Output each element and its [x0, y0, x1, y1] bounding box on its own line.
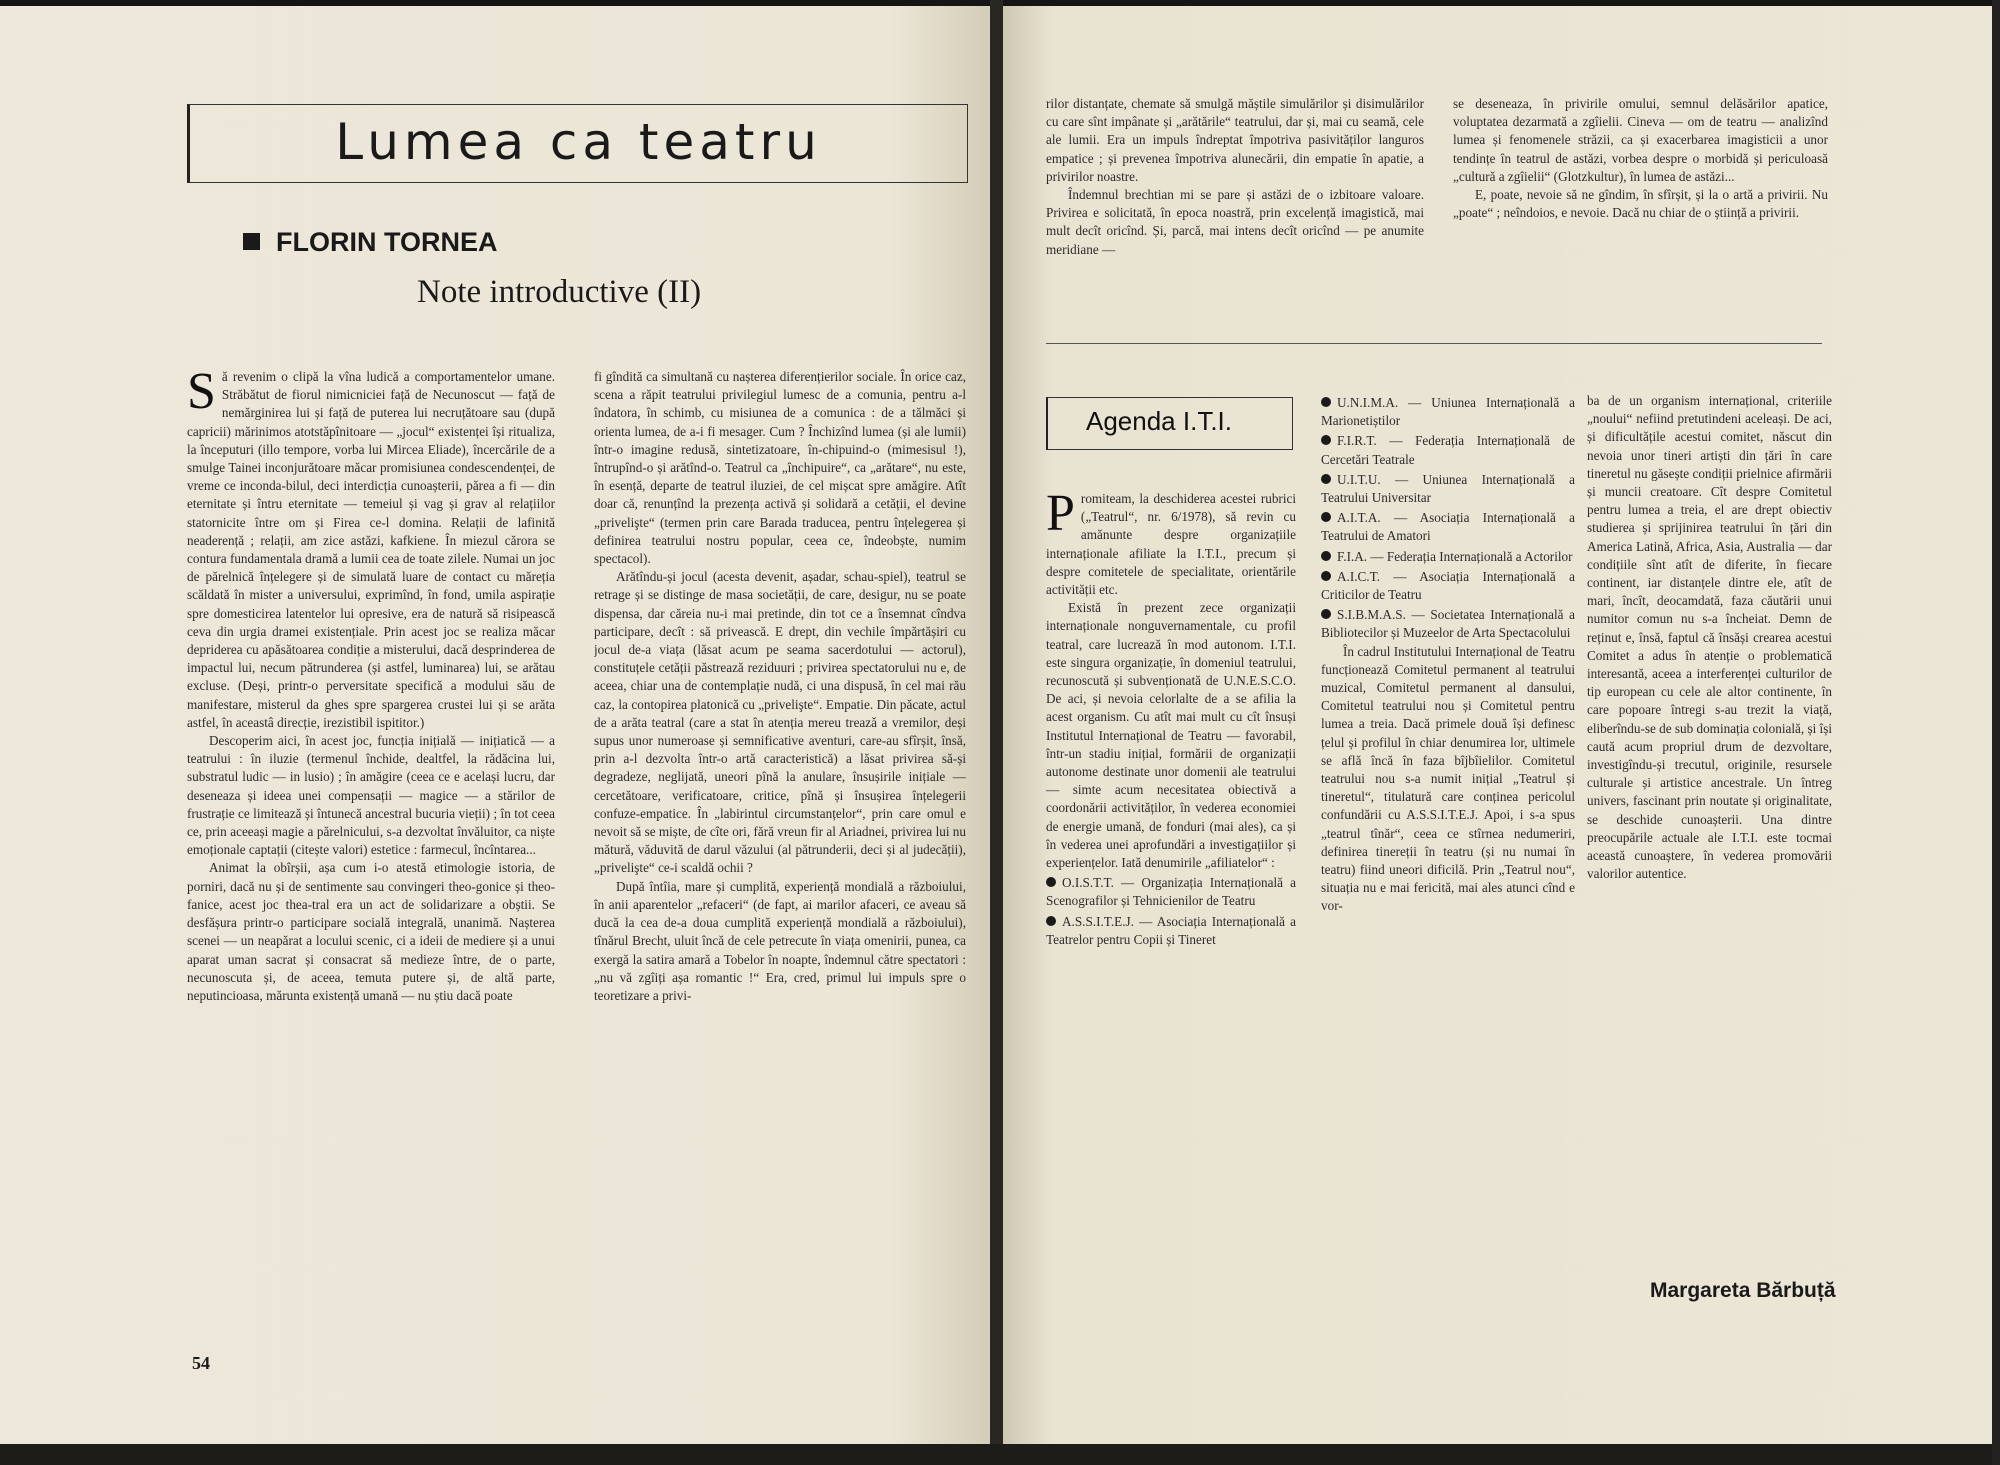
list-item: F.I.A. — Federația Internațională a Actorilor: [1321, 548, 1575, 566]
bullet-icon: [1321, 609, 1331, 619]
paragraph: După întîia, mare și cumplită, experiență mondială a războiului, în anii aparentelor „refaceri“ (de fapt, ai marilor afaceri, ce aveau să ducă la cea de-a doua cumplită experiență mondială a războiului), tînărul Brecht, uluit încă de cele petrecute în viața omenirii, punea, ca exergă la satira amară a Tobelor în noapte, îndemnul către spectatori : „nu vă zgîiți așa romantic !“ Era, cred, primul lui impuls spre o teoretizare a privi-: [594, 878, 966, 1003]
list-item: F.I.R.T. — Federația Internațională de Cercetări Teatrale: [1321, 433, 1575, 467]
bullet-icon: [1321, 397, 1331, 407]
paragraph: Animat la obîrșii, așa cum i-o atestă etimologie istoria, de porniri, dacă nu și de sentimente sau convingeri theo-gonice și theo-fanice, acest joc thea-tral era un act de solidarizare a obștii. Se desfășura printr-o participare socială integrală, unanimă. Nașterea scenei — un neapărat a locului scenic, ci a ideii de mediere și a unui aparat uman sacrat și consacrat să medieze între, de o parte, necunoscuta și, de aceea, temuta putere și, de altă parte, neputincioasa, mărunta existență umană — nu știu dacă poate: [187, 860, 555, 1003]
right-top-column-2: [1453, 95, 1828, 313]
paragraph: E, poate, nevoie să ne gîndim, în sfîrșit, și la o artă a privirii. Nu „poate“ ; neîndoios, e nevoie. Dacă nu chiar de o știință a privirii.: [1453, 187, 1828, 221]
book-right-edge: [1992, 0, 2000, 1465]
bullet-icon: [1321, 435, 1331, 445]
list-item: A.I.C.T. — Asociația Internațională a Criticilor de Teatru: [1321, 568, 1575, 603]
right-page: [1003, 6, 2000, 1464]
square-bullet-icon: [243, 233, 260, 250]
agenda-column-1: [1046, 490, 1296, 1320]
left-column-1: [187, 368, 555, 1343]
paragraph: Descoperim aici, în acest joc, funcția inițială — inițiatică — a teatrului : în iluzie (termenul închide, dealtfel, la rădăcina lui, substratul ludic — in lusio) ; în amăgire (ceea ce e același lucru, dar deseneaza și ideea unei compensații — magice — a stărilor de frustrație ce limitează și întunecă ancestral bucuria vieții) ; în tot ceea ce, prin aceeași magie a părelnicului, s-a dezvoltat învăluitor, ca niște emoționale captații (citește valori) estetice : farmecul, încîntarea...: [187, 733, 555, 858]
book-bottom-edge: [0, 1444, 2000, 1465]
left-page: [0, 6, 990, 1464]
paragraph: ă revenim o clipă la vîna ludică a comportamentelor umane. Străbătut de fiorul nimicniciei față de Necunoscut — față de nemărginirea lui și față de puterea lui necruțătoare sau (după capricii) mărinimos atotstăpînitoare — „jocul“ existenței își ritualiza, la începuturi (illo tempore, vorba lui Mircea Eliade), încercările de a smulge Tainei inconjurătoare măcar promisiunea condescendenței, de vreme ce inconda-bilul, deci interdicția cunoașterii, părea a fi — din eternitate și întru eternitate — temeiul și vag și grav al relațiilor statornicite între om și Firea ce-l domina. Relații de lafinită neaderență ; relații, am zice astăzi, kafkiene. În miezul cărora se contura fundamentala dramă a lumii cea de toate zilele. Numai un joc de părelnică înțelegere și de simulată luare de contact cu măreția scăldată în mister a universului, exprimînd, în fond, umila aspirație spre domesticirea latentelor lui opresive, era de natură să risipească ceva din urgia dramei existențiale. Prin acest joc se realiza măcar depriderea cu apăsătoarea condiție a misterului, dacă desprinderea de impactul lui, necum pătrunderea (și astfel, luminarea) lui, se arătau excluse. (Deși, printr-o perversitate specifică a modului său de manifestare, misterul da ghes spre spargerea crustei lui și se arăta astfel, în aceastâ direcție, irezistibil ispititor.): [187, 369, 555, 730]
paragraph: se deseneaza, în privirile omului, semnul delăsărilor apatice, voluptatea dezarmată a zgîielii. Cineva — om de teatru — analizînd lumea și fenomenele străzii, ca și exacerbarea imagisticii a unor tendințe în teatrul de astăzi, vorbea despre o morbidă și periculoasă „cultură a zgîielii“ (Glotzkultur), în lumea de astăzi...: [1453, 96, 1828, 184]
bullet-icon: [1046, 916, 1056, 926]
bullet-icon: [1321, 551, 1331, 561]
signature: Margareta Bărbuță: [1650, 1279, 1836, 1302]
book-spine: [990, 0, 1003, 1465]
agenda-column-2: [1321, 392, 1575, 1320]
author-name: FLORIN TORNEA: [276, 227, 498, 257]
bullet-icon: [1046, 877, 1056, 887]
bullet-icon: [1321, 512, 1331, 522]
paragraph: romiteam, la deschiderea acestei rubrici („Teatrul“, nr. 6/1978), să revin cu amănunte despre organizațiile internaționale afiliate la I.T.I., precum și despre comitetele de specialitate, orientările activității etc.: [1046, 491, 1296, 598]
agenda-column-3: [1587, 392, 1832, 1262]
bullet-icon: [1321, 474, 1331, 484]
paragraph: ba de un organism internațional, criteriile „noului“ nefiind pretutindeni aceleași. De aci, și dificultățile acestui comitet, născut din nevoia unor tineri artiști din țări în care tineretul nu găsește condiții prielnice afirmării și muncii creatoare. Cît despre Comitetul pentru lumea a treia, el are drept obiectiv studierea și sprijinirea teatrului în țări din America Latină, Africa, Asia, Australia — dar condițiile sînt atît de diferite, în fiecare continent, iar distanțele dintre ele, atît de mari, încît, deocamdată, faza căutării unui numitor comun nu s-a încheiat. Demn de reținut e, însă, faptul că însăși crearea acestui Comitet a adus în atenție o problematică interesantă, aceea a interferenței culturilor de tip european cu cele ale altor continente, în care popoare întregi s-au trezit la viață, eliberîndu-se de sub dominația colonială, și își caută acum propriul drum de dezvoltare, investigîndu-și trecutul, originile, resursele culturale și artistice ancestrale. Un întreg univers, fascinant prin noutate și originalitate, se deschide cunoașterii. Una dintre preocupările actuale ale I.T.I. este tocmai această cunoaștere, în vederea promovării valorilor autentice.: [1587, 393, 1832, 882]
paragraph: Există în prezent zece organizații internaționale nonguvernamentale, cu profil teatral, care lucrează în mod autonom. I.T.I. este singura organizație, în domeniul teatrului, recunoscută și subvenționată de U.N.E.S.C.O. De aci, și nevoia celorlalte de a se afilia la acest organism. Cu atît mai mult cu cît însuși Institutul Internațional de Teatru — favorabil, într-un stadiu inițial, formării de organizații autonome destinate unor domenii ale teatrului — simte acum necesitatea obiectivă a coordonării activităților, în vederea economiei de energie umană, de fonduri (mai ales), ca și în vederea unei aprofundări a investigațiilor și experiențelor. Iată denumirile „afiliatelor“ :: [1046, 600, 1296, 871]
paragraph: Arătîndu-și jocul (acesta devenit, așadar, schau-spiel), teatrul se retrage și se distinge de masa societății, de care, desigur, nu se poate dispensa, dar căreia nu-i mai pretinde, din tot ce a însemnat cîndva participare, decît : să privească. E drept, din vechile împărtășiri cu jocul de-a viața (lăsat acum pe seama sacerdotului — actorul), constituțele cetății păstrează reziduuri ; privirea spectatorului nu e, de aceea, chiar una de contemplație nudă, ci una dispusă, în cel mai rău caz, la contopirea platonică cu „privelişte“. Empatie. Din păcate, actul de a arăta teatral (care a stat în atenția mereu treazǎ a vremilor, deși supus unor numeroase și semnificative aventuri, care-au sfîrșit, însă, prin a-l dezvolta într-o artă caracteristică) a lăsat privirea să-și degradeze, neglijată, uneori pînă la anulare, însușirile inițiale — cercetătoare, verificatoare, critice, pînă și însușirea înțelegerii confuze-empatice. În „labirintul circumstanțelor“, prin care omul e nevoit să se miște, de cîte ori, fără vreun fir al Ariadnei, privirea lui nu mătură, văduvită de darul văzului (al pătrunderii, deci și al judecății), „privelişte“ ce-i scaldă ochii ?: [594, 569, 966, 876]
paragraph: fi gîndită ca simultană cu nașterea diferențierilor sociale. În orice caz, scena a răpit teatrului privilegiul lumesc de a comunia, pentru a-l îndatora, în schimb, cu misiunea de a comunica : de a tălmăci și orienta lumea, de a-i fi mesager. Cum ? Închizînd lumea (și ale lumii) într-o imagine redusă, sintetizatoare, în-chipuind-o (mimesisul !), întrupînd-o și arătînd-o. Teatrul ca „închipuire“, ca „arătare“, nu este, în esență, departe de teatrul iluziei, de cel mișcat spre amăgire. Atît doar că, renunțînd la prezența activă și solidară a cetății, el devine „privelişte“ (termen prin care Barada traducea, pentru înțelegerea și definirea teatrului nostru popular, ceea ce, îndeobște, numim spectacol).: [594, 369, 966, 567]
paragraph: În cadrul Institutului Internațional de Teatru funcționează Comitetul permanent al teatrului muzical, Comitetul permanent al dansului, Comitetul teatrului nou și Comitetul pentru lumea a treia. Dacă primele două își definesc țelul și profilul în chiar denumirea lor, ultimele se află încă în faza bîjbîielilor. Comitetul teatrului nou s-a numit inițial „Teatrul și tineretul“, titulatură care conținea pericolul confundării cu A.S.S.I.T.E.J. Apoi, i s-a spus „teatrul tînăr“, ceea ce stîrnea nedumeriri, definirea tinereții în teatru (și nu numai în teatru) fiind uneori dificilă. Prin „Teatrul nou“, situația nu e mai fericită, mai ales atunci cînd e vor-: [1321, 643, 1575, 914]
list-item: U.I.T.U. — Uniunea Internațională a Teatrului Universitar: [1321, 471, 1575, 506]
list-item: U.N.I.M.A. — Uniunea Internațională a Marionetiștilor: [1321, 395, 1575, 429]
bullet-icon: [1321, 571, 1331, 581]
author-line: [243, 227, 498, 258]
section-divider: [1046, 343, 1822, 344]
section-title: Agenda I.T.I.: [1086, 406, 1232, 436]
drop-cap: S: [187, 368, 216, 420]
article-title: Lumea ca teatru: [335, 113, 822, 171]
list-item: A.S.S.I.T.E.J. — Asociația Internațională a Teatrelor pentru Copii și Tineret: [1046, 913, 1296, 947]
page-number: 54: [192, 1353, 210, 1373]
list-item: S.I.B.M.A.S. — Societatea Internațională a Bibliotecilor și Muzeelor de Arta Spectacolului: [1321, 607, 1575, 641]
agenda-box: [1046, 397, 1293, 450]
paragraph: rilor distanțate, chemate să smulgă măștile simulărilor și disimulărilor cu care sînt impânate și „arătările“ teatrului, dar și, mai cu seamă, cele ale lumii. Era un impuls îndreptat împotriva pasivităților languros empatice ; și prevenea împotriva alunecării, din empatie în apatie, a privirilor noastre.: [1046, 96, 1424, 184]
right-top-column-1: [1046, 95, 1424, 313]
article-subtitle: Note introductive (II): [417, 274, 702, 310]
left-column-2: [594, 368, 966, 1343]
list-item: A.I.T.A. — Asociația Internațională a Teatrului de Amatori: [1321, 510, 1575, 544]
list-item: O.I.S.T.T. — Organizația Internațională a Scenografilor și Tehnicienilor de Teatru: [1046, 875, 1296, 909]
drop-cap: P: [1046, 490, 1075, 542]
paragraph: Îndemnul brechtian mi se pare și astăzi de o izbitoare valoare. Privirea e solicitată, în epoca noastră, prin excelență imagistică, mai mult decît oricînd. Și, parcă, mai intens decît oricînd — pe anumite meridiane —: [1046, 187, 1424, 257]
title-box: [187, 104, 968, 183]
